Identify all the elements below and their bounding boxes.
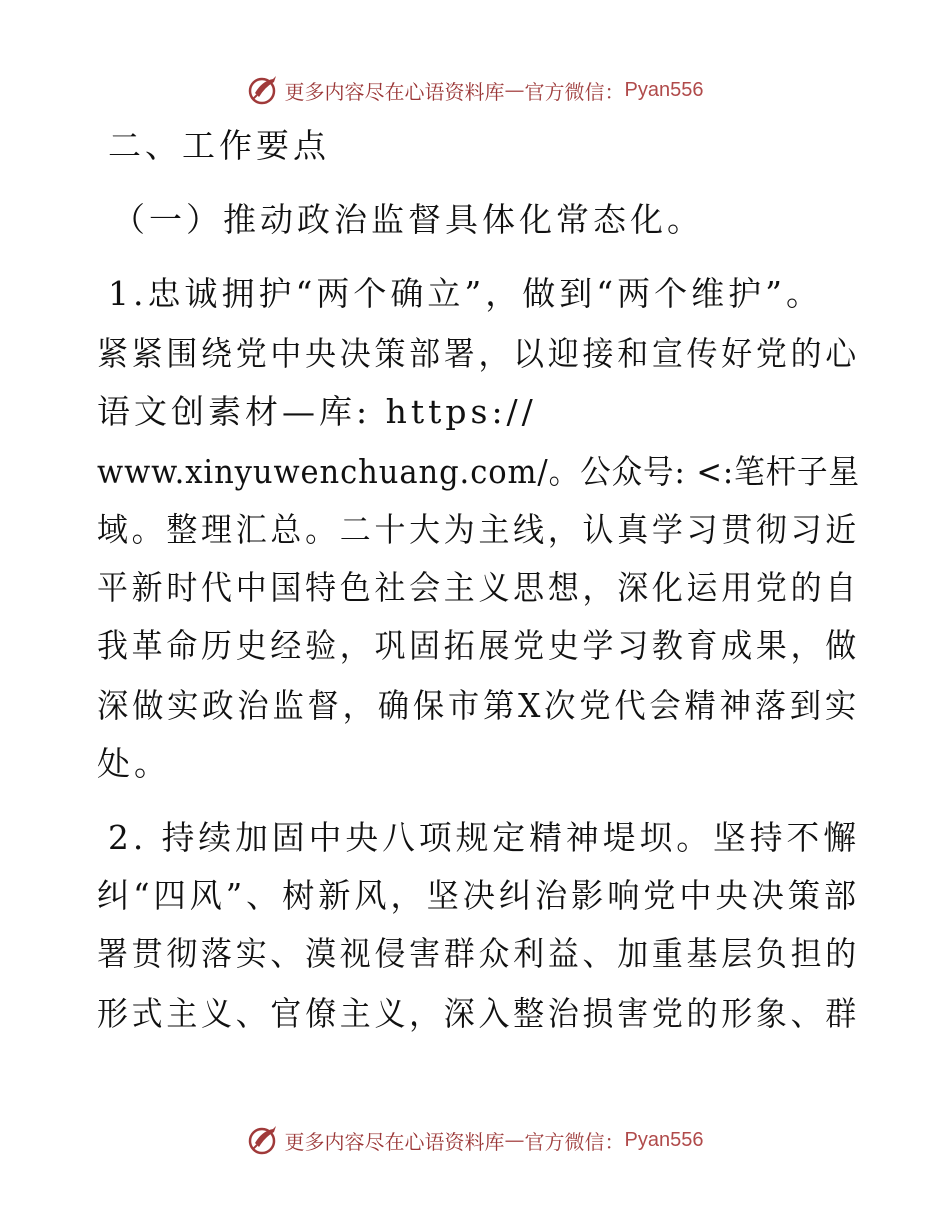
wechat-label: 官方微信：	[524, 79, 625, 104]
item1-line: 语文创素材—库: https://	[97, 392, 537, 431]
watermark-separator: —	[504, 78, 525, 102]
item1-line: 紧紧围绕党中央决策部署，以迎接和宣传好党的心	[97, 334, 860, 373]
wechat-id: Pyan556	[624, 78, 704, 101]
item1-line: 我革命历史经验，巩固拓展党史学习教育成果，做	[97, 626, 860, 665]
wechat-id: Pyan556	[624, 1128, 704, 1151]
pen-logo-icon	[247, 73, 281, 107]
item2-line: 形式主义、官僚主义，深入整治损害党的形象、群	[97, 994, 860, 1033]
item1-line: www.xinyuwenchuang.com/。公众号: <:笔杆子星	[97, 452, 860, 491]
subsection-heading: （一）推动政治监督具体化常态化。	[112, 200, 704, 239]
footer-watermark	[0, 1120, 950, 1160]
item1-line: 域。整理汇总。二十大为主线，认真学习贯彻习近	[97, 510, 860, 549]
item1-line: 1.忠诚拥护“两个确立”，做到“两个维护”。	[108, 274, 823, 313]
item2-line: 2. 持续加固中央八项规定精神堤坝。坚持不懈	[108, 818, 860, 857]
item2-line: 纠“四风”、树新风，坚决纠治影响党中央决策部	[97, 876, 860, 915]
header-watermark	[0, 70, 950, 110]
item1-line: 平新时代中国特色社会主义思想，深化运用党的自	[97, 568, 860, 607]
wechat-label: 官方微信：	[524, 1129, 625, 1154]
watermark-text: 更多内容尽在心语资料库	[284, 79, 505, 104]
item1-line: 深做实政治监督，确保市第X次党代会精神落到实	[97, 686, 860, 725]
item1-line: 处。	[97, 744, 171, 783]
watermark-separator: —	[504, 1128, 525, 1152]
section-heading: 二、工作要点	[108, 126, 330, 165]
watermark-text: 更多内容尽在心语资料库	[284, 1129, 505, 1154]
pen-logo-icon	[247, 1123, 281, 1157]
item2-line: 署贯彻落实、漠视侵害群众利益、加重基层负担的	[97, 934, 860, 973]
